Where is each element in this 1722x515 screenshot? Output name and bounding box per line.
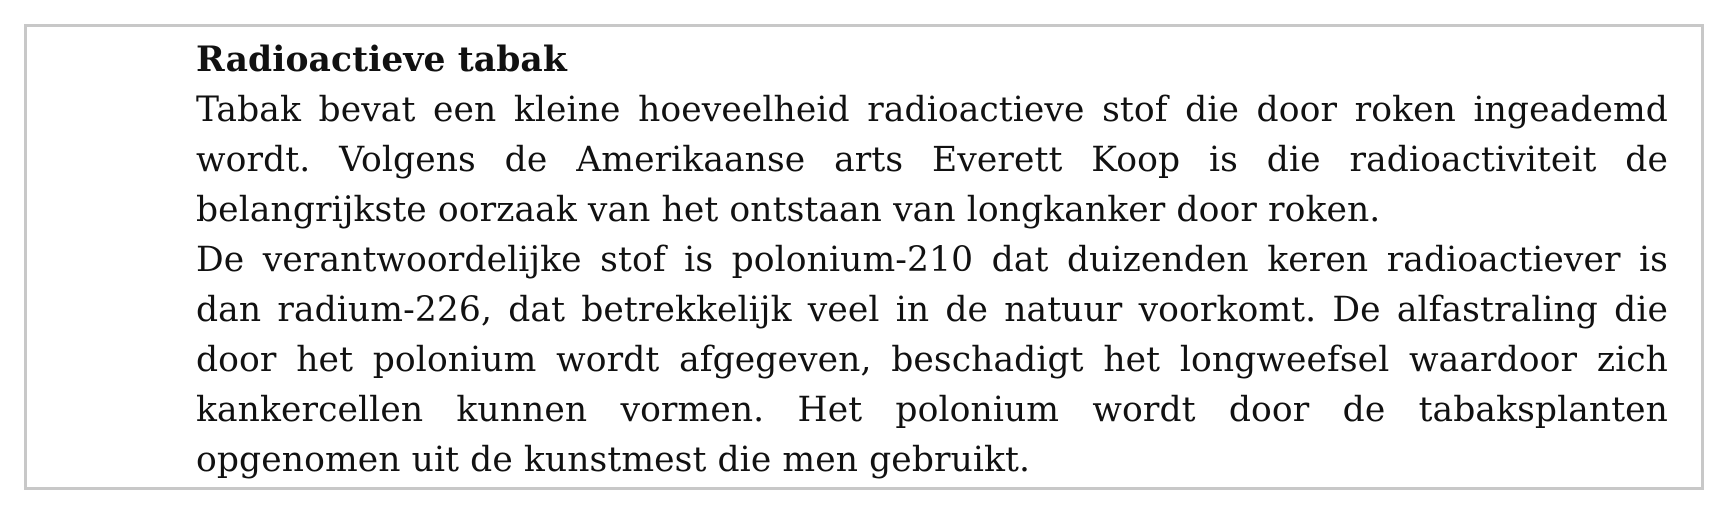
article-box	[24, 24, 1704, 490]
article-title: Radioactieve tabak	[196, 40, 567, 80]
article-content	[196, 35, 1668, 485]
article-paragraph: De verantwoordelijke stof is polonium-210 dat duizenden keren radioactiever is dan radium-226, dat betrekkelijk veel in de natuur voorkomt. De alfastraling die door het polonium wordt afgegeven, beschadigt het longweefsel waardoor zich kankercellen kunnen vormen. Het polonium wordt door de tabaksplanten opgenomen uit de kunstmest die men gebruikt.	[196, 240, 1668, 480]
article-paragraph: Tabak bevat een kleine hoeveelheid radioactieve stof die door roken ingeademd wordt. Volgens de Amerikaanse arts Everett Koop is die radioactiviteit de belangrijkste oorzaak van het ontstaan van longkanker door roken.	[196, 90, 1668, 230]
